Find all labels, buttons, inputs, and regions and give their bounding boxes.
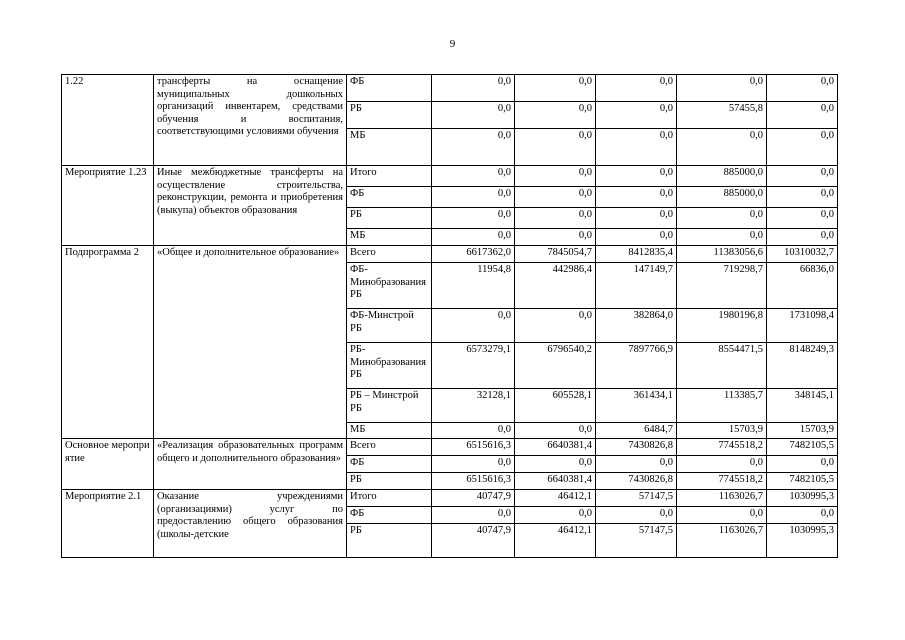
table-row [62, 166, 838, 187]
funding-source: ФБ [347, 75, 432, 102]
amount-cell: 0,0 [596, 75, 677, 102]
amount-cell: 8412835,4 [596, 246, 677, 263]
amount-cell: 0,0 [432, 507, 515, 524]
table-row [62, 439, 838, 456]
amount-cell: 0,0 [515, 75, 596, 102]
amount-cell: 0,0 [432, 102, 515, 129]
amount-cell: 6796540,2 [515, 343, 596, 389]
amount-cell: 6515616,3 [432, 473, 515, 490]
funding-source: МБ [347, 423, 432, 439]
amount-cell: 1030995,3 [767, 490, 838, 507]
funding-source: МБ [347, 229, 432, 246]
amount-cell: 0,0 [432, 166, 515, 187]
amount-cell: 7482105,5 [767, 439, 838, 456]
amount-cell: 32128,1 [432, 389, 515, 423]
amount-cell: 6640381,4 [515, 473, 596, 490]
amount-cell: 7745518,2 [677, 473, 767, 490]
amount-cell: 7845054,7 [515, 246, 596, 263]
amount-cell: 7897766,9 [596, 343, 677, 389]
amount-cell: 1731098,4 [767, 309, 838, 343]
page-number: 9 [449, 38, 456, 50]
funding-source: РБ [347, 473, 432, 490]
amount-cell: 0,0 [432, 456, 515, 473]
funding-source: ФБ [347, 456, 432, 473]
table-body [62, 75, 838, 558]
amount-cell: 40747,9 [432, 490, 515, 507]
amount-cell: 0,0 [596, 166, 677, 187]
table-row [62, 490, 838, 507]
amount-cell: 147149,7 [596, 263, 677, 309]
amount-cell: 361434,1 [596, 389, 677, 423]
amount-cell: 0,0 [767, 102, 838, 129]
amount-cell: 1163026,7 [677, 524, 767, 558]
amount-cell: 0,0 [432, 129, 515, 166]
amount-cell: 0,0 [515, 507, 596, 524]
funding-source: РБ [347, 208, 432, 229]
activity-code: Подпрограмма 2 [62, 246, 154, 439]
amount-cell: 1980196,8 [677, 309, 767, 343]
amount-cell: 1030995,3 [767, 524, 838, 558]
activity-name: «Реализация образовательных программ общего и дополнительного образования» [154, 439, 347, 490]
amount-cell: 46412,1 [515, 490, 596, 507]
amount-cell: 40747,9 [432, 524, 515, 558]
amount-cell: 57147,5 [596, 524, 677, 558]
activity-name: «Общее и дополнительное образование» [154, 246, 347, 439]
amount-cell: 605528,1 [515, 389, 596, 423]
amount-cell: 0,0 [515, 102, 596, 129]
amount-cell: 0,0 [677, 456, 767, 473]
amount-cell: 0,0 [515, 423, 596, 439]
amount-cell: 348145,1 [767, 389, 838, 423]
amount-cell: 57455,8 [677, 102, 767, 129]
amount-cell: 15703,9 [767, 423, 838, 439]
amount-cell: 0,0 [515, 187, 596, 208]
amount-cell: 0,0 [767, 456, 838, 473]
amount-cell: 0,0 [596, 208, 677, 229]
amount-cell: 0,0 [677, 75, 767, 102]
funding-source: Итого [347, 490, 432, 507]
budget-table [61, 74, 838, 558]
amount-cell: 885000,0 [677, 166, 767, 187]
amount-cell: 7482105,5 [767, 473, 838, 490]
amount-cell: 719298,7 [677, 263, 767, 309]
amount-cell: 0,0 [432, 309, 515, 343]
amount-cell: 0,0 [596, 102, 677, 129]
funding-source: Всего [347, 439, 432, 456]
amount-cell: 0,0 [515, 208, 596, 229]
amount-cell: 0,0 [596, 507, 677, 524]
activity-code: Основное мероприятие [62, 439, 154, 490]
amount-cell: 113385,7 [677, 389, 767, 423]
amount-cell: 57147,5 [596, 490, 677, 507]
amount-cell: 0,0 [432, 187, 515, 208]
table-row [62, 246, 838, 263]
amount-cell: 0,0 [767, 208, 838, 229]
amount-cell: 8148249,3 [767, 343, 838, 389]
amount-cell: 0,0 [515, 129, 596, 166]
amount-cell: 442986,4 [515, 263, 596, 309]
amount-cell: 0,0 [767, 187, 838, 208]
activity-code: Мероприятие 2.1 [62, 490, 154, 558]
amount-cell: 0,0 [515, 166, 596, 187]
funding-source: Итого [347, 166, 432, 187]
amount-cell: 0,0 [767, 129, 838, 166]
activity-name: трансферты на оснащение муниципальных дошкольных организаций инвентарем, средствами обучения и воспитания, соответствующими условиями обучения [154, 75, 347, 166]
funding-source: ФБ-Минстрой РБ [347, 309, 432, 343]
amount-cell: 6640381,4 [515, 439, 596, 456]
funding-source: ФБ [347, 187, 432, 208]
amount-cell: 0,0 [432, 229, 515, 246]
amount-cell: 66836,0 [767, 263, 838, 309]
funding-source: РБ-Минобразования РБ [347, 343, 432, 389]
amount-cell: 0,0 [596, 187, 677, 208]
amount-cell: 0,0 [677, 507, 767, 524]
funding-source: МБ [347, 129, 432, 166]
amount-cell: 7430826,8 [596, 473, 677, 490]
amount-cell: 10310032,7 [767, 246, 838, 263]
amount-cell: 0,0 [596, 456, 677, 473]
amount-cell: 0,0 [596, 129, 677, 166]
amount-cell: 1163026,7 [677, 490, 767, 507]
funding-source: ФБ [347, 507, 432, 524]
amount-cell: 7430826,8 [596, 439, 677, 456]
funding-source: ФБ-Минобразования РБ [347, 263, 432, 309]
activity-name: Оказание учреждениями (организациями) услуг по предоставлению общего образования (школы-детские [154, 490, 347, 558]
amount-cell: 0,0 [515, 229, 596, 246]
amount-cell: 0,0 [432, 423, 515, 439]
amount-cell: 0,0 [677, 208, 767, 229]
amount-cell: 0,0 [432, 208, 515, 229]
amount-cell: 382864,0 [596, 309, 677, 343]
amount-cell: 0,0 [432, 75, 515, 102]
amount-cell: 11383056,6 [677, 246, 767, 263]
amount-cell: 6484,7 [596, 423, 677, 439]
amount-cell: 15703,9 [677, 423, 767, 439]
amount-cell: 8554471,5 [677, 343, 767, 389]
amount-cell: 0,0 [677, 129, 767, 166]
funding-source: РБ [347, 524, 432, 558]
amount-cell: 0,0 [596, 229, 677, 246]
amount-cell: 0,0 [515, 309, 596, 343]
amount-cell: 11954,8 [432, 263, 515, 309]
amount-cell: 46412,1 [515, 524, 596, 558]
funding-source: РБ – Минстрой РБ [347, 389, 432, 423]
amount-cell: 0,0 [515, 456, 596, 473]
amount-cell: 6617362,0 [432, 246, 515, 263]
amount-cell: 7745518,2 [677, 439, 767, 456]
amount-cell: 6573279,1 [432, 343, 515, 389]
funding-source: Всего [347, 246, 432, 263]
activity-code: Мероприятие 1.23 [62, 166, 154, 246]
amount-cell: 0,0 [767, 166, 838, 187]
amount-cell: 6515616,3 [432, 439, 515, 456]
table-row [62, 75, 838, 102]
amount-cell: 0,0 [767, 507, 838, 524]
amount-cell: 0,0 [767, 229, 838, 246]
funding-source: РБ [347, 102, 432, 129]
activity-name: Иные межбюджетные трансферты на осуществление строительства, реконструкции, ремонта и приобретения (выкупа) объектов образования [154, 166, 347, 246]
activity-code: 1.22 [62, 75, 154, 166]
amount-cell: 0,0 [677, 229, 767, 246]
amount-cell: 885000,0 [677, 187, 767, 208]
amount-cell: 0,0 [767, 75, 838, 102]
